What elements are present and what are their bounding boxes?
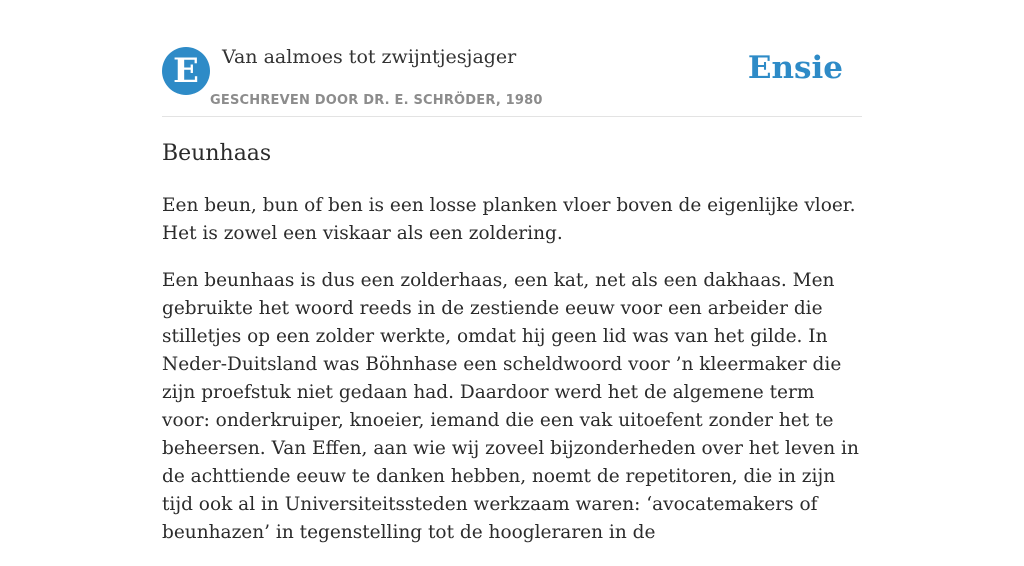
entry-content xyxy=(162,138,862,566)
ensie-logo-icon[interactable]: E xyxy=(162,47,210,95)
brand-logo[interactable]: Ensie xyxy=(747,50,843,86)
entry-paragraph-1: Een beun, bun of ben is een losse planken vloer boven de eigenlijke vloer. Het is zowel een viskaar als een zoldering. xyxy=(162,195,856,244)
book-author: GESCHREVEN DOOR DR. E. SCHRÖDER, 1980 xyxy=(210,93,543,108)
book-title[interactable]: Van aalmoes tot zwijntjesjager xyxy=(222,46,517,68)
header xyxy=(162,44,862,117)
entry-paragraph-2: Een beunhaas is dus een zolderhaas, een kat, net als een dakhaas. Men gebruikte het woord reeds in de zestiende eeuw voor een arbeider die stilletjes op een zolder werkte, omdat hij geen lid was van het gilde. In Neder-Duitsland was Böhnhase een scheldwoord voor ’n kleermaker die zijn proefstuk niet gedaan had. Daardoor werd het de algemene term voor: onderkruiper, knoeier, iemand die een vak uitoefent zonder het te beheersen. Van Effen, aan wie wij zoveel bijzonderheden over het leven in de achttiende eeuw te danken hebben, noemt de repetitoren, die in zijn tijd ook al in Universiteitssteden werkzaam waren: ‘avocatemakers of beunhazen’ in tegenstelling tot de hoogleraren in de xyxy=(162,270,859,543)
entry-title: Beunhaas xyxy=(162,141,272,166)
